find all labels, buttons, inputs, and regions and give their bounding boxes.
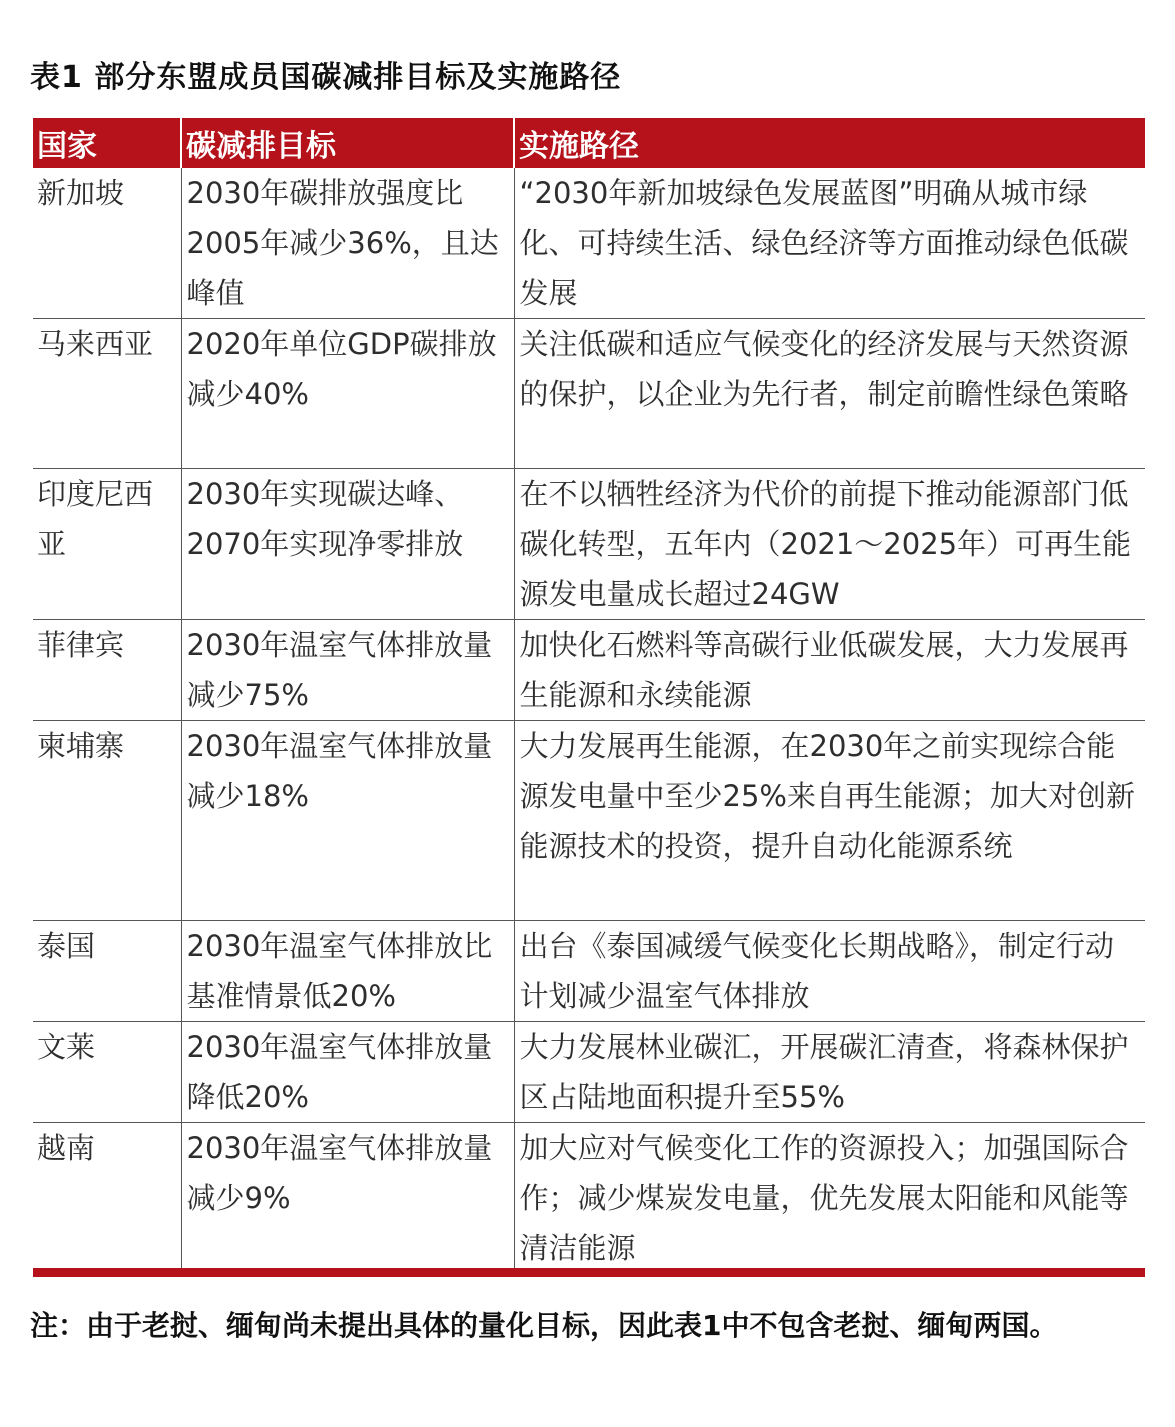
cell-target: 2030年温室气体排放量降低20% bbox=[181, 1022, 514, 1123]
cell-country: 菲律宾 bbox=[33, 620, 181, 721]
header-target: 碳减排目标 bbox=[181, 118, 514, 168]
cell-path: 出台《泰国减缓气候变化长期战略》，制定行动计划减少温室气体排放 bbox=[514, 921, 1145, 1022]
header-path: 实施路径 bbox=[514, 118, 1145, 168]
table-row bbox=[33, 1123, 1145, 1274]
table-row bbox=[33, 319, 1145, 469]
emission-targets-table bbox=[33, 118, 1145, 1273]
table-row bbox=[33, 620, 1145, 721]
cell-country: 印度尼西亚 bbox=[33, 469, 181, 620]
cell-path: 关注低碳和适应气候变化的经济发展与天然资源的保护，以企业为先行者，制定前瞻性绿色策略 bbox=[514, 319, 1145, 469]
cell-country: 马来西亚 bbox=[33, 319, 181, 469]
cell-target: 2030年实现碳达峰、2070年实现净零排放 bbox=[181, 469, 514, 620]
table-row bbox=[33, 469, 1145, 620]
cell-country: 泰国 bbox=[33, 921, 181, 1022]
cell-path: 大力发展再生能源，在2030年之前实现综合能源发电量中至少25%来自再生能源；加大对创新能源技术的投资，提升自动化能源系统 bbox=[514, 721, 1145, 921]
table-bottom-rule bbox=[33, 1268, 1145, 1277]
cell-country: 柬埔寨 bbox=[33, 721, 181, 921]
cell-country: 文莱 bbox=[33, 1022, 181, 1123]
table-title: 表1 部分东盟成员国碳减排目标及实施路径 bbox=[30, 60, 622, 95]
cell-target: 2030年温室气体排放量减少9% bbox=[181, 1123, 514, 1274]
cell-path: 加大应对气候变化工作的资源投入；加强国际合作；减少煤炭发电量，优先发展太阳能和风能等清洁能源 bbox=[514, 1123, 1145, 1274]
table-row bbox=[33, 168, 1145, 319]
cell-target: 2030年温室气体排放比基准情景低20% bbox=[181, 921, 514, 1022]
cell-target: 2030年温室气体排放量减少75% bbox=[181, 620, 514, 721]
table-header-row bbox=[33, 118, 1145, 168]
cell-target: 2030年碳排放强度比2005年减少36%，且达峰值 bbox=[181, 168, 514, 319]
cell-country: 越南 bbox=[33, 1123, 181, 1274]
cell-path: 加快化石燃料等高碳行业低碳发展，大力发展再生能源和永续能源 bbox=[514, 620, 1145, 721]
header-country: 国家 bbox=[33, 118, 181, 168]
cell-path: “2030年新加坡绿色发展蓝图”明确从城市绿化、可持续生活、绿色经济等方面推动绿色低碳发展 bbox=[514, 168, 1145, 319]
table-row bbox=[33, 1022, 1145, 1123]
table-row bbox=[33, 921, 1145, 1022]
table-row bbox=[33, 721, 1145, 921]
cell-path: 大力发展林业碳汇，开展碳汇清查，将森林保护区占陆地面积提升至55% bbox=[514, 1022, 1145, 1123]
cell-target: 2030年温室气体排放量减少18% bbox=[181, 721, 514, 921]
table-footnote: 注：由于老挝、缅甸尚未提出具体的量化目标，因此表1中不包含老挝、缅甸两国。 bbox=[30, 1309, 1058, 1342]
cell-target: 2020年单位GDP碳排放减少40% bbox=[181, 319, 514, 469]
cell-country: 新加坡 bbox=[37, 176, 125, 210]
cell-path: 在不以牺牲经济为代价的前提下推动能源部门低碳化转型，五年内（2021～2025年）可再生能源发电量成长超过24GW bbox=[514, 469, 1145, 620]
